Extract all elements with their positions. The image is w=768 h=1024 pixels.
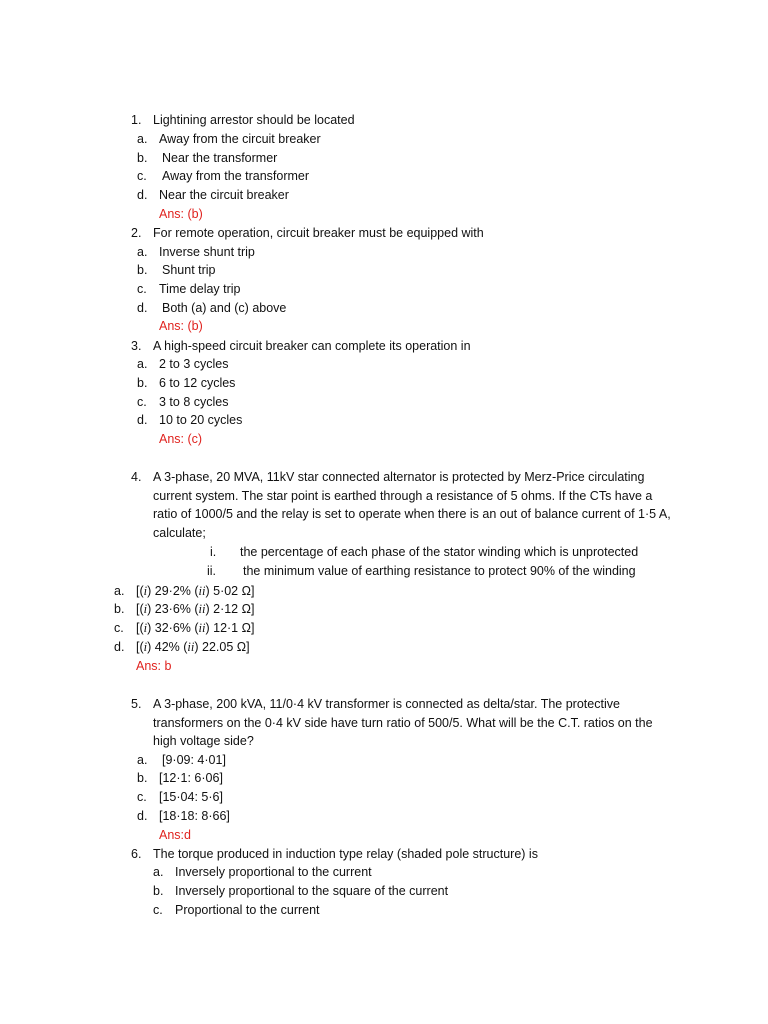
q4-sub-ii: the minimum value of earthing resistance to protect 90% of the winding <box>243 564 636 578</box>
q4-text: A 3-phase, 20 MVA, 11kV star connected alternator is protected by Merz-Price circulating current system. The star point is earthed through a resistance of 5 ohms. If the CTs have a ratio of 1000/5 and the relay is set to operate when there is an out of balance current of 1·5 A, calculate; <box>153 470 671 540</box>
q5-option-b-label: b. <box>137 771 148 785</box>
q2-number: 2. <box>131 226 142 240</box>
q4-option-a-label: a. <box>114 584 125 598</box>
q2-text: For remote operation, circuit breaker must be equipped with <box>153 226 484 240</box>
q4-answer: Ans: b <box>136 659 172 673</box>
q6-option-a: Inversely proportional to the current <box>175 865 372 879</box>
q4-option-b-label: b. <box>114 602 125 616</box>
q5-option-b: [12·1: 6·06] <box>159 771 223 785</box>
q5-number: 5. <box>131 697 142 711</box>
q3-option-b: 6 to 12 cycles <box>159 376 236 390</box>
q2-option-a: Inverse shunt trip <box>159 245 255 259</box>
q6-option-c-label: c. <box>153 903 163 917</box>
q3-number: 3. <box>131 339 142 353</box>
q5-answer: Ans:d <box>159 828 191 842</box>
q2-option-d-label: d. <box>137 301 148 315</box>
q1-answer: Ans: (b) <box>159 207 203 221</box>
q2-option-d: Both (a) and (c) above <box>162 301 287 315</box>
q3-option-d: 10 to 20 cycles <box>159 413 243 427</box>
q6-text: The torque produced in induction type relay (shaded pole structure) is <box>153 847 538 861</box>
q4-option-a: [(i) 29·2% (ii) 5·02 Ω] <box>136 584 255 598</box>
q6-number: 6. <box>131 847 142 861</box>
q4-option-c-label: c. <box>114 621 124 635</box>
q4-number: 4. <box>131 470 142 484</box>
q5-option-c-label: c. <box>137 790 147 804</box>
q3-option-b-label: b. <box>137 376 148 390</box>
q1-option-a-label: a. <box>137 132 148 146</box>
q2-option-c: Time delay trip <box>159 282 241 296</box>
q5-option-a: [9·09: 4·01] <box>162 753 226 767</box>
q3-option-a-label: a. <box>137 357 148 371</box>
q1-option-c: Away from the transformer <box>162 169 310 183</box>
q1-option-d-label: d. <box>137 188 148 202</box>
q1-option-d: Near the circuit breaker <box>159 188 289 202</box>
q2-answer: Ans: (b) <box>159 319 203 333</box>
q4-option-d-label: d. <box>114 640 125 654</box>
q4-option-b: [(i) 23·6% (ii) 2·12 Ω] <box>136 602 255 616</box>
q1-option-a: Away from the circuit breaker <box>159 132 321 146</box>
q3-option-c-label: c. <box>137 395 147 409</box>
q6-option-b-label: b. <box>153 884 164 898</box>
q1-option-b-label: b. <box>137 151 148 165</box>
q4-option-c: [(i) 32·6% (ii) 12·1 Ω] <box>136 621 255 635</box>
q3-text: A high-speed circuit breaker can complete its operation in <box>153 339 471 353</box>
q3-option-c: 3 to 8 cycles <box>159 395 229 409</box>
q5-option-c: [15·04: 5·6] <box>159 790 223 804</box>
q1-text: Lightining arrestor should be located <box>153 113 355 127</box>
q3-option-a: 2 to 3 cycles <box>159 357 229 371</box>
q2-option-a-label: a. <box>137 245 148 259</box>
q5-option-a-label: a. <box>137 753 148 767</box>
q6-option-b: Inversely proportional to the square of the current <box>175 884 449 898</box>
q5-option-d-label: d. <box>137 809 148 823</box>
q1-option-b: Near the transformer <box>162 151 278 165</box>
q5-option-d: [18·18: 8·66] <box>159 809 230 823</box>
q4-sub-i-label: i. <box>210 545 217 559</box>
q3-option-d-label: d. <box>137 413 148 427</box>
q4-sub-i: the percentage of each phase of the stator winding which is unprotected <box>240 545 639 559</box>
q2-option-c-label: c. <box>137 282 147 296</box>
q5-text: A 3-phase, 200 kVA, 11/0·4 kV transformer is connected as delta/star. The protective transformers on the 0·4 kV side have turn ratio of 500/5. What will be the C.T. ratios on the high voltage side? <box>153 697 653 749</box>
q6-option-a-label: a. <box>153 865 164 879</box>
q1-number: 1. <box>131 113 142 127</box>
q4-option-d: [(i) 42% (ii) 22.05 Ω] <box>136 640 250 654</box>
q6-option-c: Proportional to the current <box>175 903 320 917</box>
q1-option-c-label: c. <box>137 169 147 183</box>
q4-sub-ii-label: ii. <box>207 564 217 578</box>
q2-option-b-label: b. <box>137 263 148 277</box>
q2-option-b: Shunt trip <box>162 263 216 277</box>
q3-answer: Ans: (c) <box>159 432 203 446</box>
